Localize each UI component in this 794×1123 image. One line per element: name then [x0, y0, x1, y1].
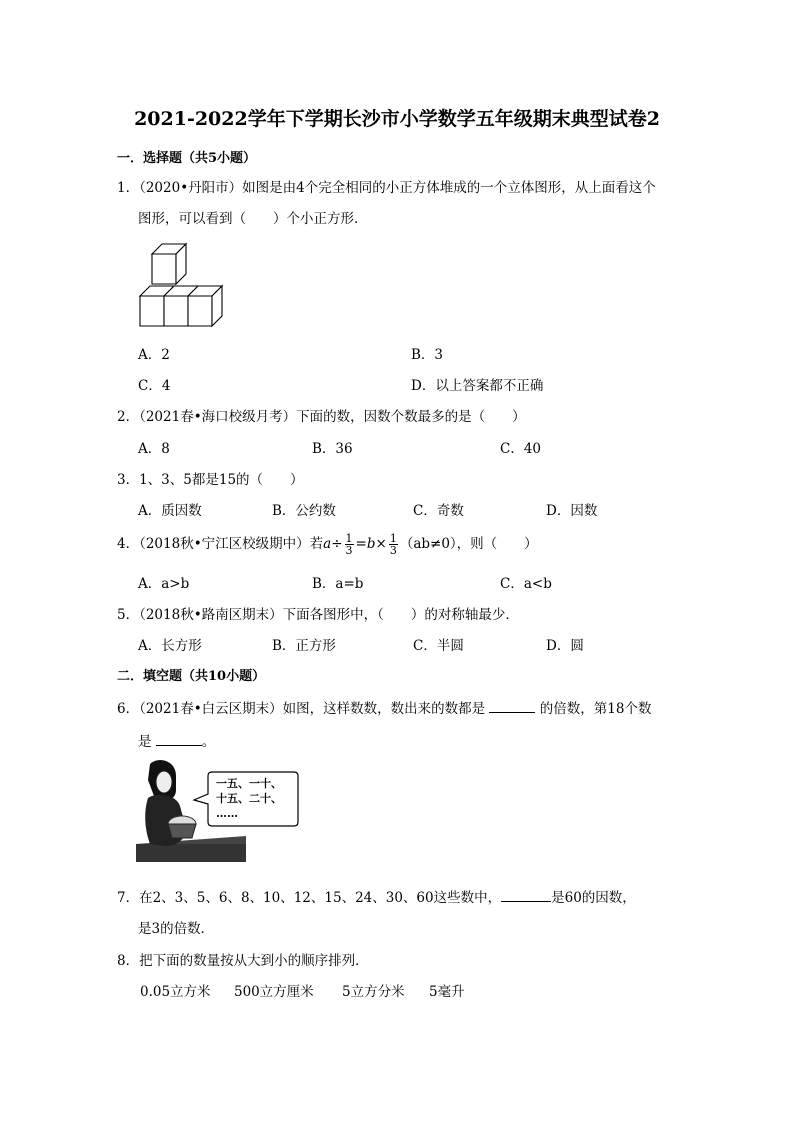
q4-var-a: a	[323, 536, 332, 552]
page-title: 2021-2022学年下学期长沙市小学数学五年级期末典型试卷2	[134, 108, 660, 130]
bubble-line-1: 一五、一十、	[216, 777, 282, 790]
q2-option-a: A．8	[138, 441, 170, 457]
q4-fraction-1: $\frac{1}{3}$	[345, 532, 353, 557]
q1-option-b: B．3	[411, 347, 444, 363]
question-1-line-1: 1．（2020•丹阳市）如图是由4个完全相同的小正方体堆成的一个立体图形，从上面看这个	[117, 180, 656, 196]
question-7-line-2: 是3的倍数．	[138, 921, 215, 937]
q2-option-c: C．40	[500, 441, 542, 457]
q7-text-a: 7．在2、3、5、6、8、10、12、15、24、30、60这些数中，	[117, 890, 502, 906]
q7-blank-1	[501, 889, 551, 902]
q4-times: ×	[375, 536, 387, 552]
q4-prefix: 4．（2018秋•宁江区校级期中）若	[117, 536, 324, 552]
q6-text-c: 是	[138, 734, 152, 750]
bubble-line-3: ……	[216, 807, 238, 820]
q4-divide: ÷	[331, 536, 343, 552]
q8-item-2: 500立方厘米	[234, 984, 314, 1000]
q3-option-d: D．因数	[546, 503, 598, 519]
question-3: 3．1、3、5都是15的（ ）	[117, 472, 304, 488]
q1-option-c: C．4	[138, 378, 171, 394]
question-6-line-2	[138, 730, 215, 750]
question-8: 8．把下面的数量按从大到小的顺序排列．	[117, 953, 369, 969]
q6-text-d: 。	[201, 734, 216, 750]
q8-item-4: 5毫升	[429, 984, 465, 1000]
q5-option-c: C．半圆	[413, 638, 464, 654]
q4-condition: （ab≠0），则（ ）	[399, 536, 538, 552]
q5-option-d: D．圆	[546, 638, 584, 654]
q4-fraction-2: $\frac{1}{3}$	[389, 532, 397, 557]
q7-text-b: 是60的因数，	[551, 890, 636, 906]
bubble-line-2: 十五、二十、	[216, 792, 282, 805]
q6-blank-2	[156, 733, 202, 746]
q6-text-b: 的倍数，第18个数	[539, 701, 652, 717]
question-7-line-1	[117, 886, 636, 906]
q3-option-b: B．公约数	[272, 503, 336, 519]
question-2: 2．（2021春•海口校级月考）下面的数，因数个数最多的是（ ）	[117, 409, 526, 425]
section-heading-choice: 一．选择题（共5小题）	[117, 151, 257, 166]
q6-blank-1	[489, 700, 535, 713]
q6-text-a: 6．（2021春•白云区期末）如图，这样数数，数出来的数都是	[117, 701, 486, 717]
q5-option-b: B．正方形	[272, 638, 336, 654]
question-4	[117, 532, 538, 556]
question-5: 5．（2018秋•路南区期末）下面各图形中，（ ）的对称轴最少．	[117, 607, 519, 623]
q4-option-c: C．a<b	[500, 576, 552, 592]
q4-option-a: A．a>b	[138, 576, 190, 592]
q3-option-c: C．奇数	[413, 503, 464, 519]
q1-option-d: D．以上答案都不正确	[411, 378, 544, 394]
q8-item-3: 5立方分米	[342, 984, 405, 1000]
q5-option-a: A．长方形	[138, 638, 202, 654]
q4-equals: =	[355, 536, 367, 552]
speech-bubble-text	[216, 776, 282, 821]
q8-item-1: 0.05立方米	[140, 984, 211, 1000]
section-heading-fill: 二．填空题（共10小题）	[117, 669, 266, 684]
q4-option-b: B．a=b	[312, 576, 364, 592]
q3-option-a: A．质因数	[138, 503, 202, 519]
cube-stack-figure	[136, 240, 228, 330]
q4-var-b: b	[366, 536, 376, 552]
q2-option-b: B．36	[312, 441, 353, 457]
q1-option-a: A．2	[138, 347, 170, 363]
question-1-line-2: 图形，可以看到（ ）个小正方形．	[138, 211, 368, 227]
question-6-line-1	[117, 697, 651, 717]
